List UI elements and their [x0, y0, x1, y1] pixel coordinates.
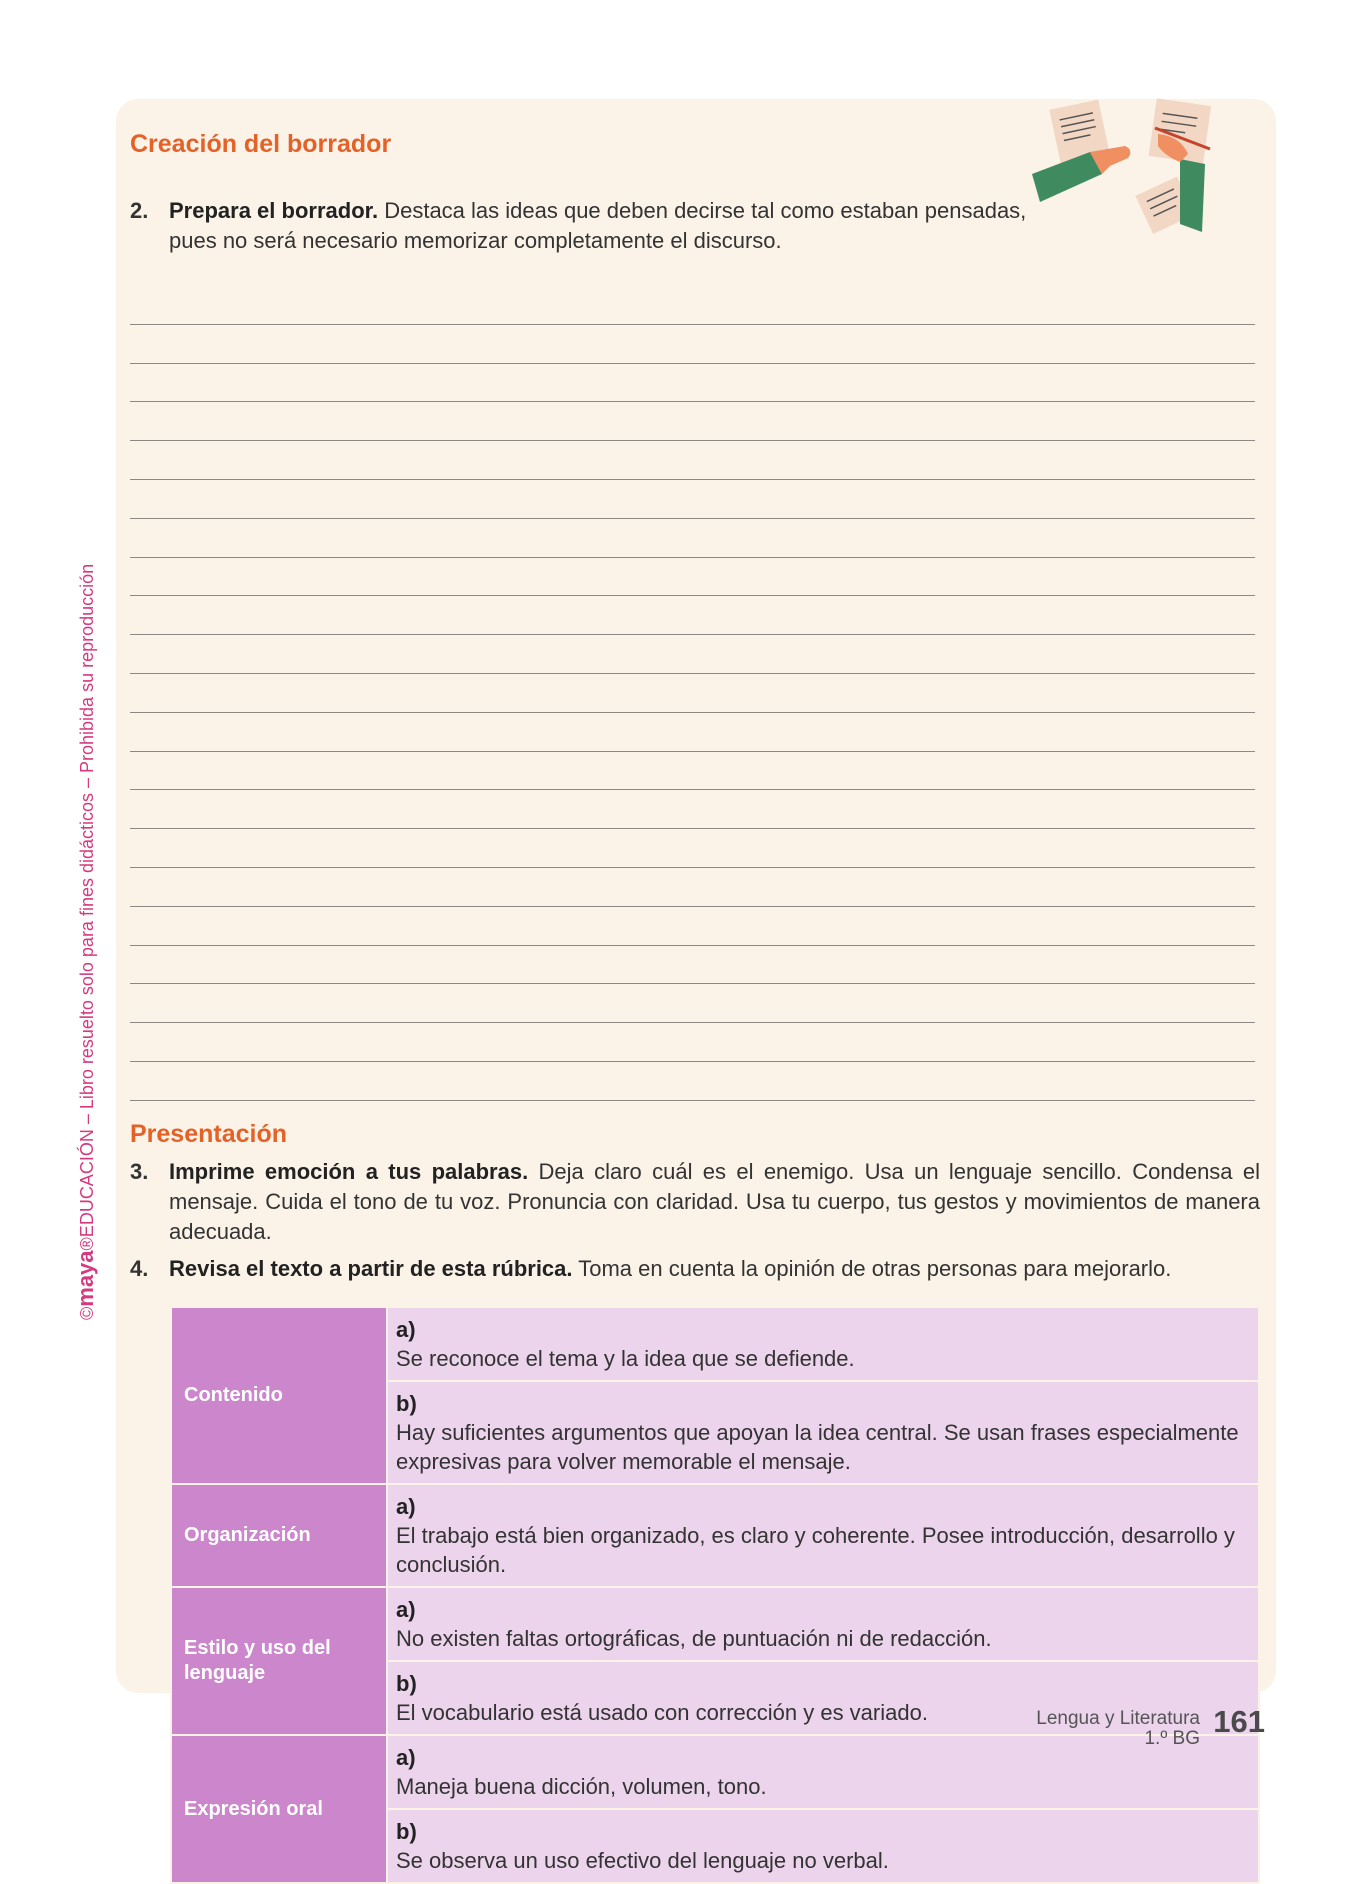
rubric-table [170, 1306, 1260, 1884]
footer-grade: 1.º BG [1144, 1728, 1200, 1749]
page-number: 161 [1213, 1704, 1265, 1739]
writing-line[interactable] [130, 907, 1255, 946]
writing-line[interactable] [130, 286, 1255, 325]
criterion-text: Maneja buena dicción, volumen, tono. [396, 1774, 767, 1799]
item-text-line2: pues no será necesario memorizar completamente el discurso. [169, 228, 782, 253]
rubric-row [171, 1587, 1259, 1661]
item-number: 2. [130, 198, 149, 223]
item-lead: Imprime emoción a tus palabras. [169, 1159, 529, 1184]
writing-line[interactable] [130, 635, 1255, 674]
section-title-presentacion: Presentación [130, 1120, 288, 1148]
criterion-text: Se reconoce el tema y la idea que se defiende. [396, 1346, 855, 1371]
writing-line[interactable] [130, 402, 1255, 441]
writing-line[interactable] [130, 364, 1255, 403]
rubric-category-estilo: Estilo y uso del lenguaje [171, 1587, 387, 1735]
criterion-text: El trabajo está bien organizado, es claro y coherente. Posee introducción, desarrollo y conclusión. [396, 1523, 1235, 1577]
section-title-borrador: Creación del borrador [130, 130, 392, 158]
writing-line[interactable] [130, 752, 1255, 791]
rubric-category-organizacion: Organización [171, 1484, 387, 1587]
rubric-criterion [387, 1809, 1259, 1883]
criterion-text: No existen faltas ortográficas, de puntuación ni de redacción. [396, 1626, 992, 1651]
criterion-letter: a) [396, 1597, 416, 1622]
rubric-row [171, 1307, 1259, 1381]
instruction-item-4 [130, 1254, 1260, 1284]
criterion-letter: b) [396, 1671, 417, 1696]
writing-line[interactable] [130, 596, 1255, 635]
brand-logo-text: maya [73, 1250, 98, 1307]
item-lead: Prepara el borrador. [169, 198, 379, 223]
side-note-text: ®EDUCACIÓN – Libro resuelto solo para fines didácticos – Prohibida su reproducción [77, 563, 97, 1251]
writing-lines[interactable] [130, 286, 1255, 1101]
writing-line[interactable] [130, 984, 1255, 1023]
criterion-text: El vocabulario está usado con corrección y es variado. [396, 1700, 928, 1725]
footer-subject [1036, 1709, 1200, 1749]
writing-line[interactable] [130, 790, 1255, 829]
writing-line[interactable] [130, 829, 1255, 868]
rubric-criterion [387, 1484, 1259, 1587]
writing-line[interactable] [130, 558, 1255, 597]
writing-line[interactable] [130, 325, 1255, 364]
item-text: Toma en cuenta la opinión de otras personas para mejorarlo. [572, 1256, 1172, 1281]
criterion-text: Se observa un uso efectivo del lenguaje no verbal. [396, 1848, 889, 1873]
writing-line[interactable] [130, 674, 1255, 713]
item-number: 3. [130, 1159, 149, 1184]
item-number: 4. [130, 1256, 149, 1281]
rubric-category-expresion-oral: Expresión oral [171, 1735, 387, 1883]
writing-line[interactable] [130, 946, 1255, 985]
instruction-item-3 [130, 1157, 1260, 1247]
item-lead: Revisa el texto a partir de esta rúbrica. [169, 1256, 573, 1281]
writing-line[interactable] [130, 1023, 1255, 1062]
criterion-text: Hay suficientes argumentos que apoyan la idea central. Se usan frases especialmente expresivas para volver memorable el mensaje. [396, 1420, 1239, 1474]
item-text: Deja claro cuál es el enemigo. Usa un lenguaje sencillo. Condensa el mensaje. Cuida el tono de tu voz. Pronuncia con claridad. Usa tu cuerpo, tus gestos y movimientos de manera adecuada. [169, 1159, 1260, 1244]
writing-line[interactable] [130, 441, 1255, 480]
item-text-line1: Destaca las ideas que deben decirse tal como estaban pensadas, [378, 198, 1027, 223]
rubric-row [171, 1484, 1259, 1587]
writing-line[interactable] [130, 1062, 1255, 1101]
copyright-side-note [73, 564, 99, 1320]
rubric-category-contenido: Contenido [171, 1307, 387, 1484]
rubric-criterion [387, 1381, 1259, 1484]
footer-subject-name: Lengua y Literatura [1036, 1708, 1200, 1729]
instruction-item-2 [130, 196, 1260, 256]
criterion-letter: a) [396, 1745, 416, 1770]
copyright-symbol: © [77, 1306, 97, 1320]
rubric-criterion [387, 1307, 1259, 1381]
criterion-letter: a) [396, 1494, 416, 1519]
criterion-letter: a) [396, 1317, 416, 1342]
writing-line[interactable] [130, 480, 1255, 519]
criterion-letter: b) [396, 1819, 417, 1844]
criterion-letter: b) [396, 1391, 417, 1416]
rubric-criterion [387, 1587, 1259, 1661]
writing-line[interactable] [130, 713, 1255, 752]
writing-line[interactable] [130, 868, 1255, 907]
writing-line[interactable] [130, 519, 1255, 558]
